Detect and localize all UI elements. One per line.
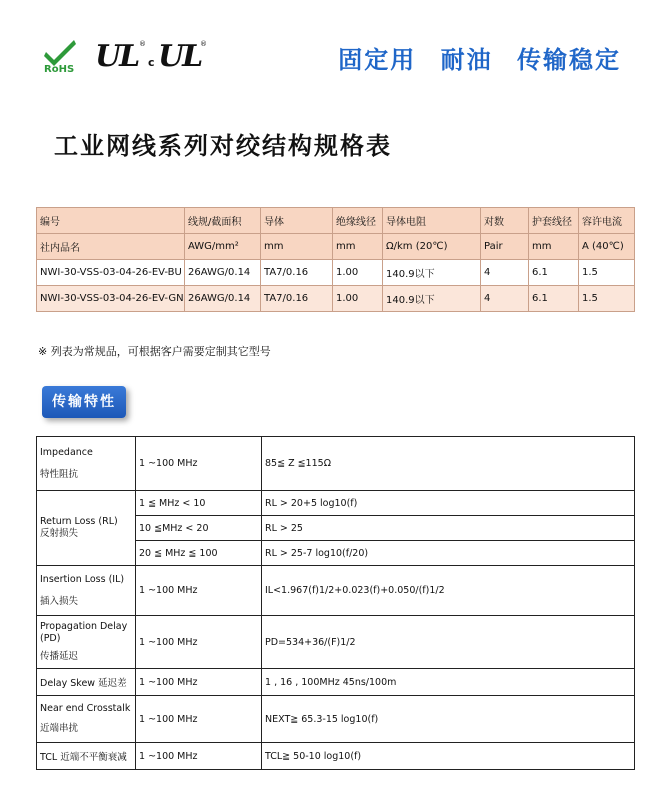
table-cell: 4 — [481, 286, 529, 312]
spec-cell: RL > 25-7 log10(f/20) — [262, 541, 635, 566]
cul-c-mark: c — [148, 56, 155, 69]
freq-cell: 1 ≦ MHz < 10 — [136, 491, 262, 516]
registered-icon: ® — [200, 40, 207, 48]
page-title: 工业网线系列对绞结构规格表 — [54, 131, 392, 160]
unit-cell: AWG/mm² — [185, 234, 261, 260]
param-cell: TCL 近端不平衡衰减 — [37, 743, 136, 770]
table-cell: 140.9以下 — [383, 286, 481, 312]
param-cell — [37, 566, 136, 616]
param-cell: Delay Skew 延迟差 — [37, 669, 136, 696]
header-cell: 对数 — [481, 208, 529, 234]
rohs-label: RoHS — [44, 64, 75, 75]
param-cell — [37, 491, 136, 566]
table-row — [37, 616, 635, 669]
param-en: Propagation Delay (PD) — [40, 621, 128, 644]
param-cell — [37, 616, 136, 669]
unit-cell: Pair — [481, 234, 529, 260]
slogan-fixed: 固定用 — [338, 46, 417, 74]
table-row — [37, 286, 635, 312]
slogan — [338, 40, 621, 75]
spec-table — [36, 207, 635, 312]
table-row — [37, 696, 635, 743]
section-tab-transmission: 传输特性 — [42, 386, 126, 418]
spec-cell: NEXT≧ 65.3-15 log10(f) — [262, 696, 635, 743]
param-cell — [37, 437, 136, 491]
spec-unit-row — [37, 234, 635, 260]
spec-cell: 1 , 16 , 100MHz 45ns/100m — [262, 669, 635, 696]
table-row — [37, 669, 635, 696]
table-cell: 1.00 — [333, 286, 383, 312]
registered-icon: ® — [139, 40, 146, 48]
unit-cell: mm — [261, 234, 333, 260]
table-row — [37, 260, 635, 286]
unit-cell: mm — [333, 234, 383, 260]
header-cell: 护套线径 — [529, 208, 579, 234]
table-row — [37, 437, 635, 491]
table-cell: NWI-30-VSS-03-04-26-EV-BU — [37, 260, 185, 286]
param-en: Near end Crosstalk — [40, 703, 131, 714]
table-cell: 6.1 — [529, 260, 579, 286]
freq-cell: 1 ~100 MHz — [136, 696, 262, 743]
table-row — [37, 491, 635, 516]
header-cell: 容许电流 — [579, 208, 635, 234]
param-cn: 特性阻抗 — [40, 468, 79, 480]
param-en: Insertion Loss (IL) — [40, 573, 125, 585]
unit-cell: A (40℃) — [579, 234, 635, 260]
table-cell: 1.5 — [579, 260, 635, 286]
table-cell: 1.00 — [333, 260, 383, 286]
table-row — [37, 743, 635, 770]
param-cn: 插入损失 — [40, 595, 79, 607]
slogan-oil-resistant: 耐油 — [440, 46, 493, 74]
spec-cell: PD=534+36/(F)1/2 — [262, 616, 635, 669]
cul-logo — [148, 39, 208, 74]
freq-cell: 1 ~100 MHz — [136, 566, 262, 616]
freq-cell: 1 ~100 MHz — [136, 616, 262, 669]
header-cell: 编号 — [37, 208, 185, 234]
spec-cell: RL > 20+5 log10(f) — [262, 491, 635, 516]
spec-header-row — [37, 208, 635, 234]
spec-cell: 85≦ Z ≦115Ω — [262, 437, 635, 491]
param-cn: 传播延迟 — [40, 651, 79, 662]
table-cell: TA7/0.16 — [261, 286, 333, 312]
ul-mark: UL — [95, 39, 139, 74]
spec-cell: IL<1.967(f)1/2+0.023(f)+0.050/(f)1/2 — [262, 566, 635, 616]
slogan-stable: 传输稳定 — [517, 46, 621, 74]
header-cell: 绝缘线径 — [333, 208, 383, 234]
spec-cell: TCL≧ 50-10 log10(f) — [262, 743, 635, 770]
param-en: Return Loss (RL) — [40, 516, 118, 527]
header-cell: 导体电阻 — [383, 208, 481, 234]
footnote: ※ 列表为常规品，可根据客户需要定制其它型号 — [38, 345, 271, 358]
table-cell: 6.1 — [529, 286, 579, 312]
unit-cell: 社内品名 — [37, 234, 185, 260]
freq-cell: 10 ≦MHz < 20 — [136, 516, 262, 541]
freq-cell: 1 ~100 MHz — [136, 743, 262, 770]
freq-cell: 1 ~100 MHz — [136, 437, 262, 491]
freq-cell: 20 ≦ MHz ≦ 100 — [136, 541, 262, 566]
table-row — [37, 566, 635, 616]
freq-cell: 1 ~100 MHz — [136, 669, 262, 696]
table-cell: NWI-30-VSS-03-04-26-EV-GN — [37, 286, 185, 312]
transmission-table — [36, 436, 635, 770]
cul-mark: UL — [158, 39, 202, 74]
table-cell: TA7/0.16 — [261, 260, 333, 286]
rohs-logo — [42, 38, 78, 76]
header-cell: 导体 — [261, 208, 333, 234]
table-cell: 140.9以下 — [383, 260, 481, 286]
spec-cell: RL > 25 — [262, 516, 635, 541]
param-cn: 反射损失 — [40, 528, 79, 539]
param-cn: 近端串扰 — [40, 723, 79, 734]
table-cell: 26AWG/0.14 — [185, 260, 261, 286]
header-cell: 线规/截面积 — [185, 208, 261, 234]
table-cell: 4 — [481, 260, 529, 286]
ul-logo — [95, 39, 149, 74]
table-cell: 1.5 — [579, 286, 635, 312]
unit-cell: Ω/km (20℃) — [383, 234, 481, 260]
param-en: Impedance — [40, 446, 93, 458]
unit-cell: mm — [529, 234, 579, 260]
table-cell: 26AWG/0.14 — [185, 286, 261, 312]
param-cell — [37, 696, 136, 743]
